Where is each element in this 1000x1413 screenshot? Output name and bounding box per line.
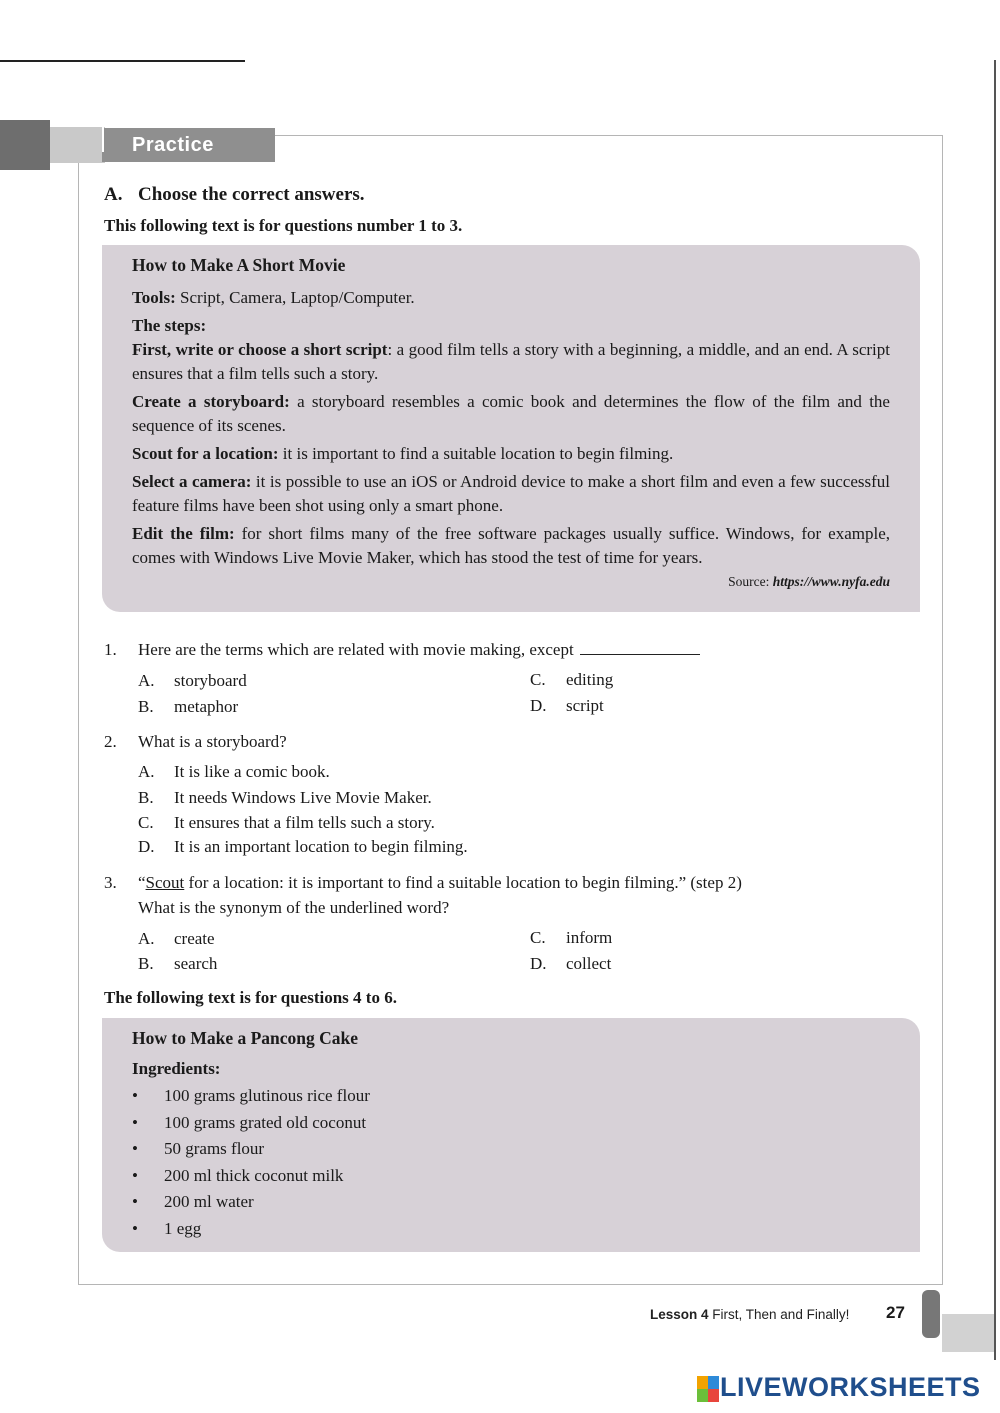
- step-label: Scout for a location:: [132, 444, 279, 463]
- source-citation: [132, 574, 890, 590]
- option-text: search: [174, 954, 218, 973]
- logo-square: [708, 1389, 719, 1402]
- section-heading: [104, 184, 365, 206]
- right-edge-rule: [994, 60, 996, 1360]
- page-tab-light: [942, 1314, 994, 1352]
- option-text: inform: [566, 928, 613, 947]
- step-5: [132, 522, 890, 570]
- intro-questions-4-6: The following text is for questions 4 to 6.: [104, 988, 397, 1007]
- question-text: Here are the terms which are related with movie making, except: [138, 640, 574, 659]
- step-text: for short films many of the free software packages usually suffice. Windows, for example, comes with Windows Live Movie Maker, which has stood the test of time for years.: [132, 524, 890, 567]
- q2-option-a[interactable]: [138, 759, 330, 784]
- step-text: it is possible to use an iOS or Android device to make a short film and even a few successful feature films have been shot using only a smart phone.: [132, 472, 890, 515]
- list-item: • 1 egg: [132, 1216, 890, 1243]
- option-text: collect: [566, 954, 612, 973]
- option-text: It ensures that a film tells such a story.: [174, 813, 435, 832]
- ingredients-list: [132, 1083, 890, 1242]
- step-text: a storyboard resembles a comic book and determines the flow of the film and the sequence of its scenes.: [132, 392, 890, 435]
- question-subtext: What is the synonym of the underlined word?: [138, 898, 450, 917]
- list-item: • 100 grams grated old coconut: [132, 1110, 890, 1137]
- logo-square: [708, 1376, 719, 1389]
- ingredients-heading: [132, 1057, 890, 1081]
- q1-option-b[interactable]: [138, 694, 238, 719]
- option-text: storyboard: [174, 671, 247, 690]
- option-text: editing: [566, 670, 614, 689]
- q2-option-b[interactable]: [138, 785, 432, 810]
- question-text: What is a storyboard?: [138, 732, 287, 751]
- tools-label: Tools:: [132, 288, 176, 307]
- option-text: script: [566, 696, 604, 715]
- section-letter: A.: [104, 184, 123, 205]
- step-label: Select a camera:: [132, 472, 252, 491]
- option-letter: B.: [138, 788, 154, 807]
- text-title: How to Make a Pancong Cake: [132, 1028, 359, 1048]
- quote-open: “: [138, 873, 146, 892]
- option-letter: A.: [138, 671, 155, 690]
- lesson-title: First, Then and Finally!: [708, 1307, 850, 1322]
- question-number: 2.: [104, 732, 117, 751]
- list-item: • 200 ml thick coconut milk: [132, 1163, 890, 1190]
- question-1: [104, 637, 700, 662]
- intro-questions-1-3: This following text is for questions number 1 to 3.: [104, 216, 463, 235]
- q2-option-c[interactable]: [138, 810, 435, 835]
- option-letter: C.: [138, 813, 154, 832]
- step-label: Create a storyboard:: [132, 392, 290, 411]
- option-letter: A.: [138, 929, 155, 948]
- answer-blank[interactable]: [580, 640, 700, 655]
- option-text: metaphor: [174, 697, 239, 716]
- q1-option-d[interactable]: [530, 693, 604, 718]
- top-rule: [0, 60, 245, 62]
- step-2: [132, 390, 890, 438]
- footer-lesson: [650, 1307, 849, 1322]
- option-letter: C.: [530, 928, 546, 947]
- page-tab-dark: [922, 1290, 940, 1338]
- q3-option-b[interactable]: [138, 951, 217, 976]
- step-3: [132, 442, 890, 466]
- logo-square: [697, 1389, 708, 1402]
- option-letter: D.: [530, 954, 547, 973]
- q2-option-d[interactable]: [138, 834, 468, 859]
- q1-option-c[interactable]: [530, 667, 613, 692]
- question-2: [104, 729, 287, 754]
- option-letter: A.: [138, 762, 155, 781]
- list-item: • 100 grams glutinous rice flour: [132, 1083, 890, 1110]
- step-1: [132, 338, 890, 386]
- section-title: Choose the correct answers.: [138, 184, 365, 205]
- step-text: : a good film tells a story with a beginning, a middle, and an end. A script ensures that a film tells such a story.: [132, 340, 890, 383]
- logo-square: [697, 1376, 708, 1389]
- option-text: It is an important location to begin filming.: [174, 837, 468, 856]
- question-number: 3.: [104, 873, 117, 892]
- option-letter: D.: [530, 696, 547, 715]
- side-tab-dark: [0, 120, 50, 170]
- step-4: [132, 470, 890, 518]
- step-label: Edit the film:: [132, 524, 235, 543]
- option-text: create: [174, 929, 215, 948]
- tools-value: Script, Camera, Laptop/Computer.: [175, 288, 415, 307]
- q3-option-c[interactable]: [530, 925, 612, 950]
- option-letter: B.: [138, 954, 154, 973]
- q3-option-d[interactable]: [530, 951, 611, 976]
- step-label: First, write or choose a short script: [132, 340, 388, 359]
- option-letter: B.: [138, 697, 154, 716]
- ingredients-label: Ingredients:: [132, 1059, 221, 1078]
- side-tab-light: [50, 127, 105, 163]
- text-box-short-movie: [102, 245, 920, 612]
- underlined-word: Scout: [145, 873, 185, 892]
- steps-heading: [132, 314, 890, 338]
- question-number: 1.: [104, 640, 117, 659]
- liveworksheets-brand: LIVEWORKSHEETS: [720, 1372, 981, 1402]
- text-title: How to Make A Short Movie: [132, 255, 346, 275]
- question-text: for a location: it is important to find a suitable location to begin filming.” (step 2): [184, 873, 742, 892]
- list-item: • 50 grams flour: [132, 1136, 890, 1163]
- source-label: Source:: [728, 574, 773, 589]
- option-text: It is like a comic book.: [174, 762, 330, 781]
- steps-label: The steps:: [132, 316, 207, 335]
- option-text: It needs Windows Live Movie Maker.: [174, 788, 432, 807]
- source-url: https://www.nyfa.edu: [772, 574, 890, 589]
- q1-option-a[interactable]: [138, 668, 247, 693]
- lesson-label: Lesson 4: [650, 1307, 709, 1322]
- practice-label: Practice: [132, 134, 214, 156]
- question-3: [104, 870, 742, 920]
- liveworksheets-logo-icon: [697, 1376, 719, 1402]
- practice-banner: [102, 128, 275, 162]
- tools-line: [132, 286, 890, 310]
- text-box-pancong-cake: [102, 1018, 920, 1252]
- option-letter: D.: [138, 837, 155, 856]
- page-number: 27: [886, 1303, 905, 1322]
- list-item: • 200 ml water: [132, 1189, 890, 1216]
- q3-option-a[interactable]: [138, 926, 215, 951]
- option-letter: C.: [530, 670, 546, 689]
- step-text: it is important to find a suitable location to begin filming.: [278, 444, 674, 463]
